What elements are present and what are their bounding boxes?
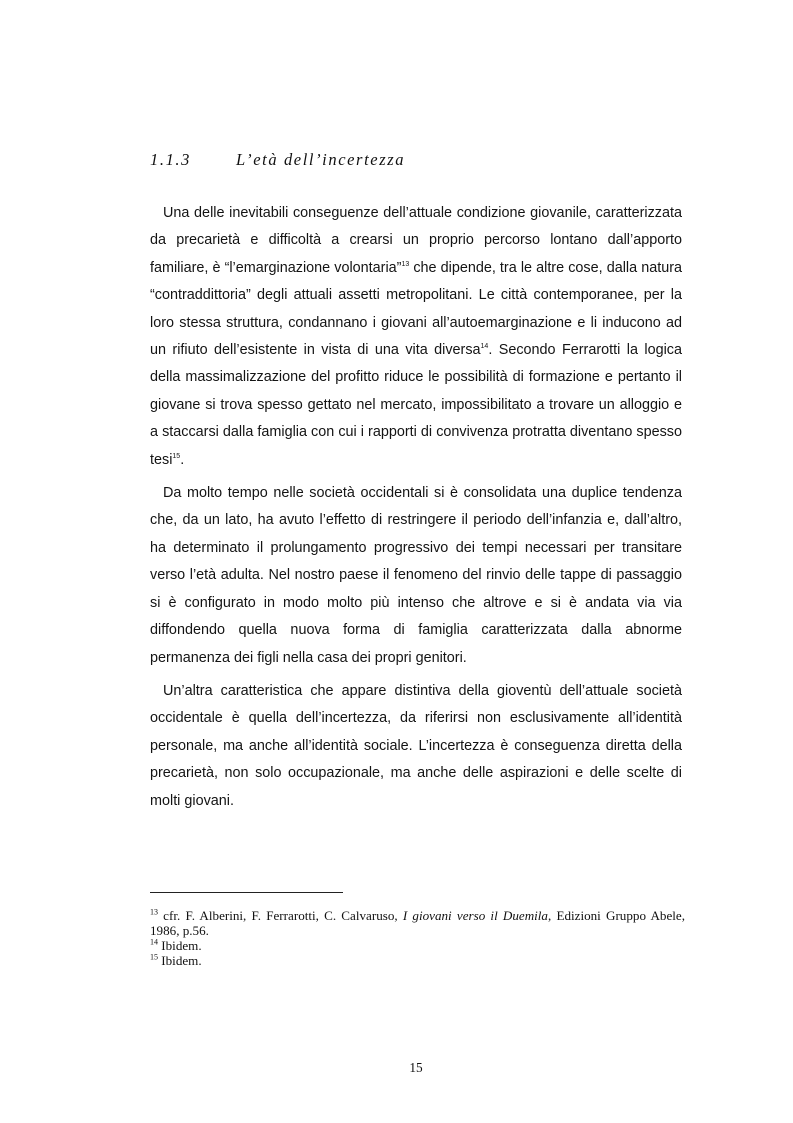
footnotes — [150, 908, 685, 968]
paragraph-text: Da molto tempo nelle società occidentali si è consolidata una duplice tendenza che, da un lato, ha avuto l’effetto di restringere il periodo dell’infanzia e, dall’altro, ha determinato il prolungamento progressivo dei tempi necessari per transitare verso l’età adulta. Nel nostro paese il fenomeno del rinvio delle tappe di passaggio si è configurato in modo molto più intenso che altrove e si è andata via via diffondendo quella nuova forma di famiglia caratterizzata dalla abnorme permanenza dei figli nella casa dei propri genitori. — [150, 485, 682, 666]
footnote-number: 13 — [150, 907, 158, 917]
footnote-text: cfr. F. Alberini, F. Ferrarotti, C. Calvaruso, — [158, 908, 403, 923]
paragraph-text: . Secondo Ferrarotti la logica della massimalizzazione del profitto riduce le possibilità di formazione e pertanto il giovane si trova spesso gettato nel mercato, impossibilitato a trovare un alloggio e a staccarsi dalla famiglia con cui i rapporti di convivenza protratta diventano spesso tesi — [150, 342, 682, 468]
footnote-ref: 15 — [172, 452, 181, 460]
body-paragraph — [150, 480, 682, 672]
footnote — [150, 908, 685, 938]
page-number: 15 — [409, 1060, 423, 1075]
body-paragraph — [150, 678, 682, 815]
paragraph-text: Una delle inevitabili conseguenze dell’attuale condizione giovanile, caratterizzata da precarietà e difficoltà a crearsi un proprio percorso lontano dall’apporto familiare, è “l’emarginazione volontaria” — [150, 205, 682, 276]
footnote-text: Ibidem. — [158, 938, 202, 953]
footnote-ref: 13 — [401, 261, 410, 269]
footnote-book-title: I giovani verso il Duemila — [402, 908, 548, 923]
footnote-text: Ibidem. — [158, 953, 202, 968]
footnote-text: , Edizioni Gruppo Abele, 1986, p.56. — [150, 908, 685, 938]
footnote — [150, 938, 685, 953]
body-paragraph — [150, 200, 682, 474]
section-number: 1.1.3 — [150, 150, 191, 169]
body-text — [150, 200, 682, 821]
footnote — [150, 953, 685, 968]
footnote-number: 15 — [150, 952, 158, 962]
section-heading — [150, 150, 650, 170]
paragraph-text: . — [180, 451, 185, 468]
footnote-ref: 14 — [480, 343, 489, 351]
section-title: L’età dell’incertezza — [236, 150, 406, 169]
paragraph-text: che dipende, tra le altre cose, dalla natura “contraddittoria” degli attuali assetti metropolitani. Le città contemporanee, per la loro stessa struttura, condannano i giovani all’autoemarginazione e li inducono ad un rifiuto dell’esistente in vista di una vita diversa — [150, 259, 682, 359]
footnote-separator — [150, 892, 343, 893]
footnote-number: 14 — [150, 937, 158, 947]
paragraph-text: Un’altra caratteristica che appare distintiva della gioventù dell’attuale società occidentale è quella dell’incertezza, da riferirsi non esclusivamente all’identità personale, ma anche all’identità sociale. L’incertezza è conseguenza diretta della precarietà, non solo occupazionale, ma anche delle aspirazioni e delle scelte di molti giovani. — [150, 682, 682, 809]
